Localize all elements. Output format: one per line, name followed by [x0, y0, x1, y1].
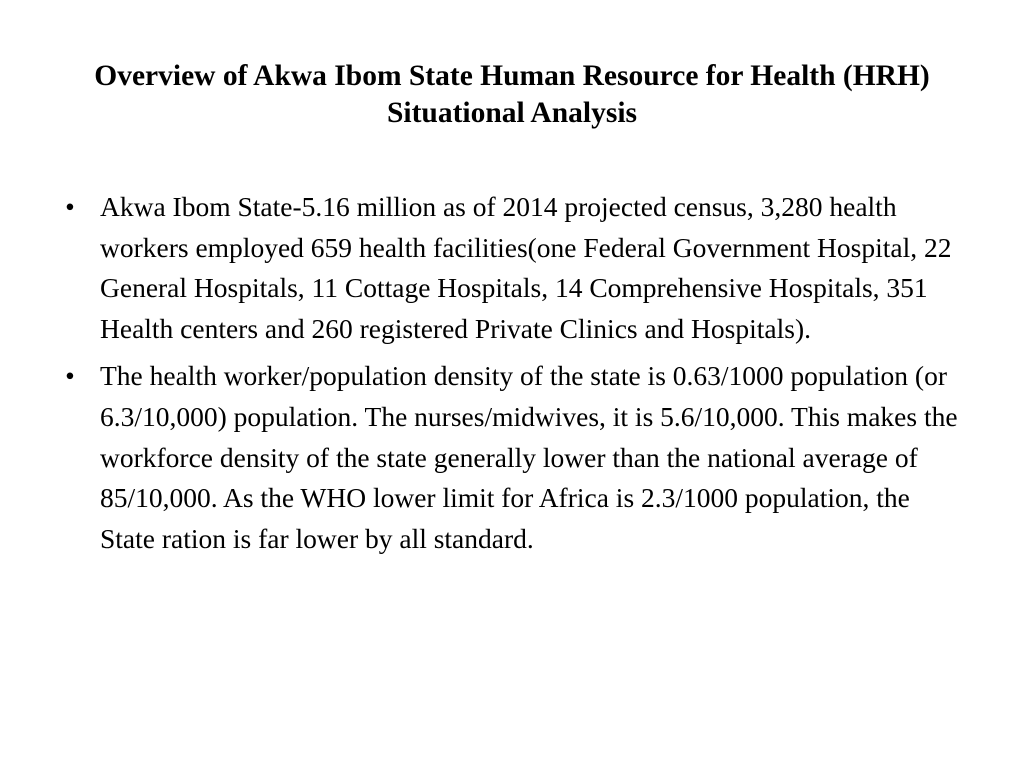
slide-title: Overview of Akwa Ibom State Human Resource for Health (HRH) Situational Analysis: [94, 60, 930, 129]
bullet-text: Akwa Ibom State-5.16 million as of 2014 projected census, 3,280 health workers employed 659 health facilities(one Federal Government Hospital, 22 General Hospitals, 11 Cottage Hospitals, 14 Comprehensive Hospitals, 351 Health centers and 260 registered Private Clinics and Hospitals).: [100, 191, 952, 344]
bullet-list: [60, 187, 970, 566]
bullet-marker: •: [65, 360, 75, 392]
bullet-text: The health worker/population density of the state is 0.63/1000 population (or 6.3/10,000) population. The nurses/midwives, it is 5.6/10,000. This makes the workforce density of the state generally lower than the national average of 85/10,000. As the WHO lower limit for Africa is 2.3/1000 population, the State ration is far lower by all standard.: [100, 360, 958, 554]
bullet-item: [60, 356, 970, 559]
bullet-marker: •: [65, 191, 75, 222]
bullet-item: [60, 187, 970, 349]
